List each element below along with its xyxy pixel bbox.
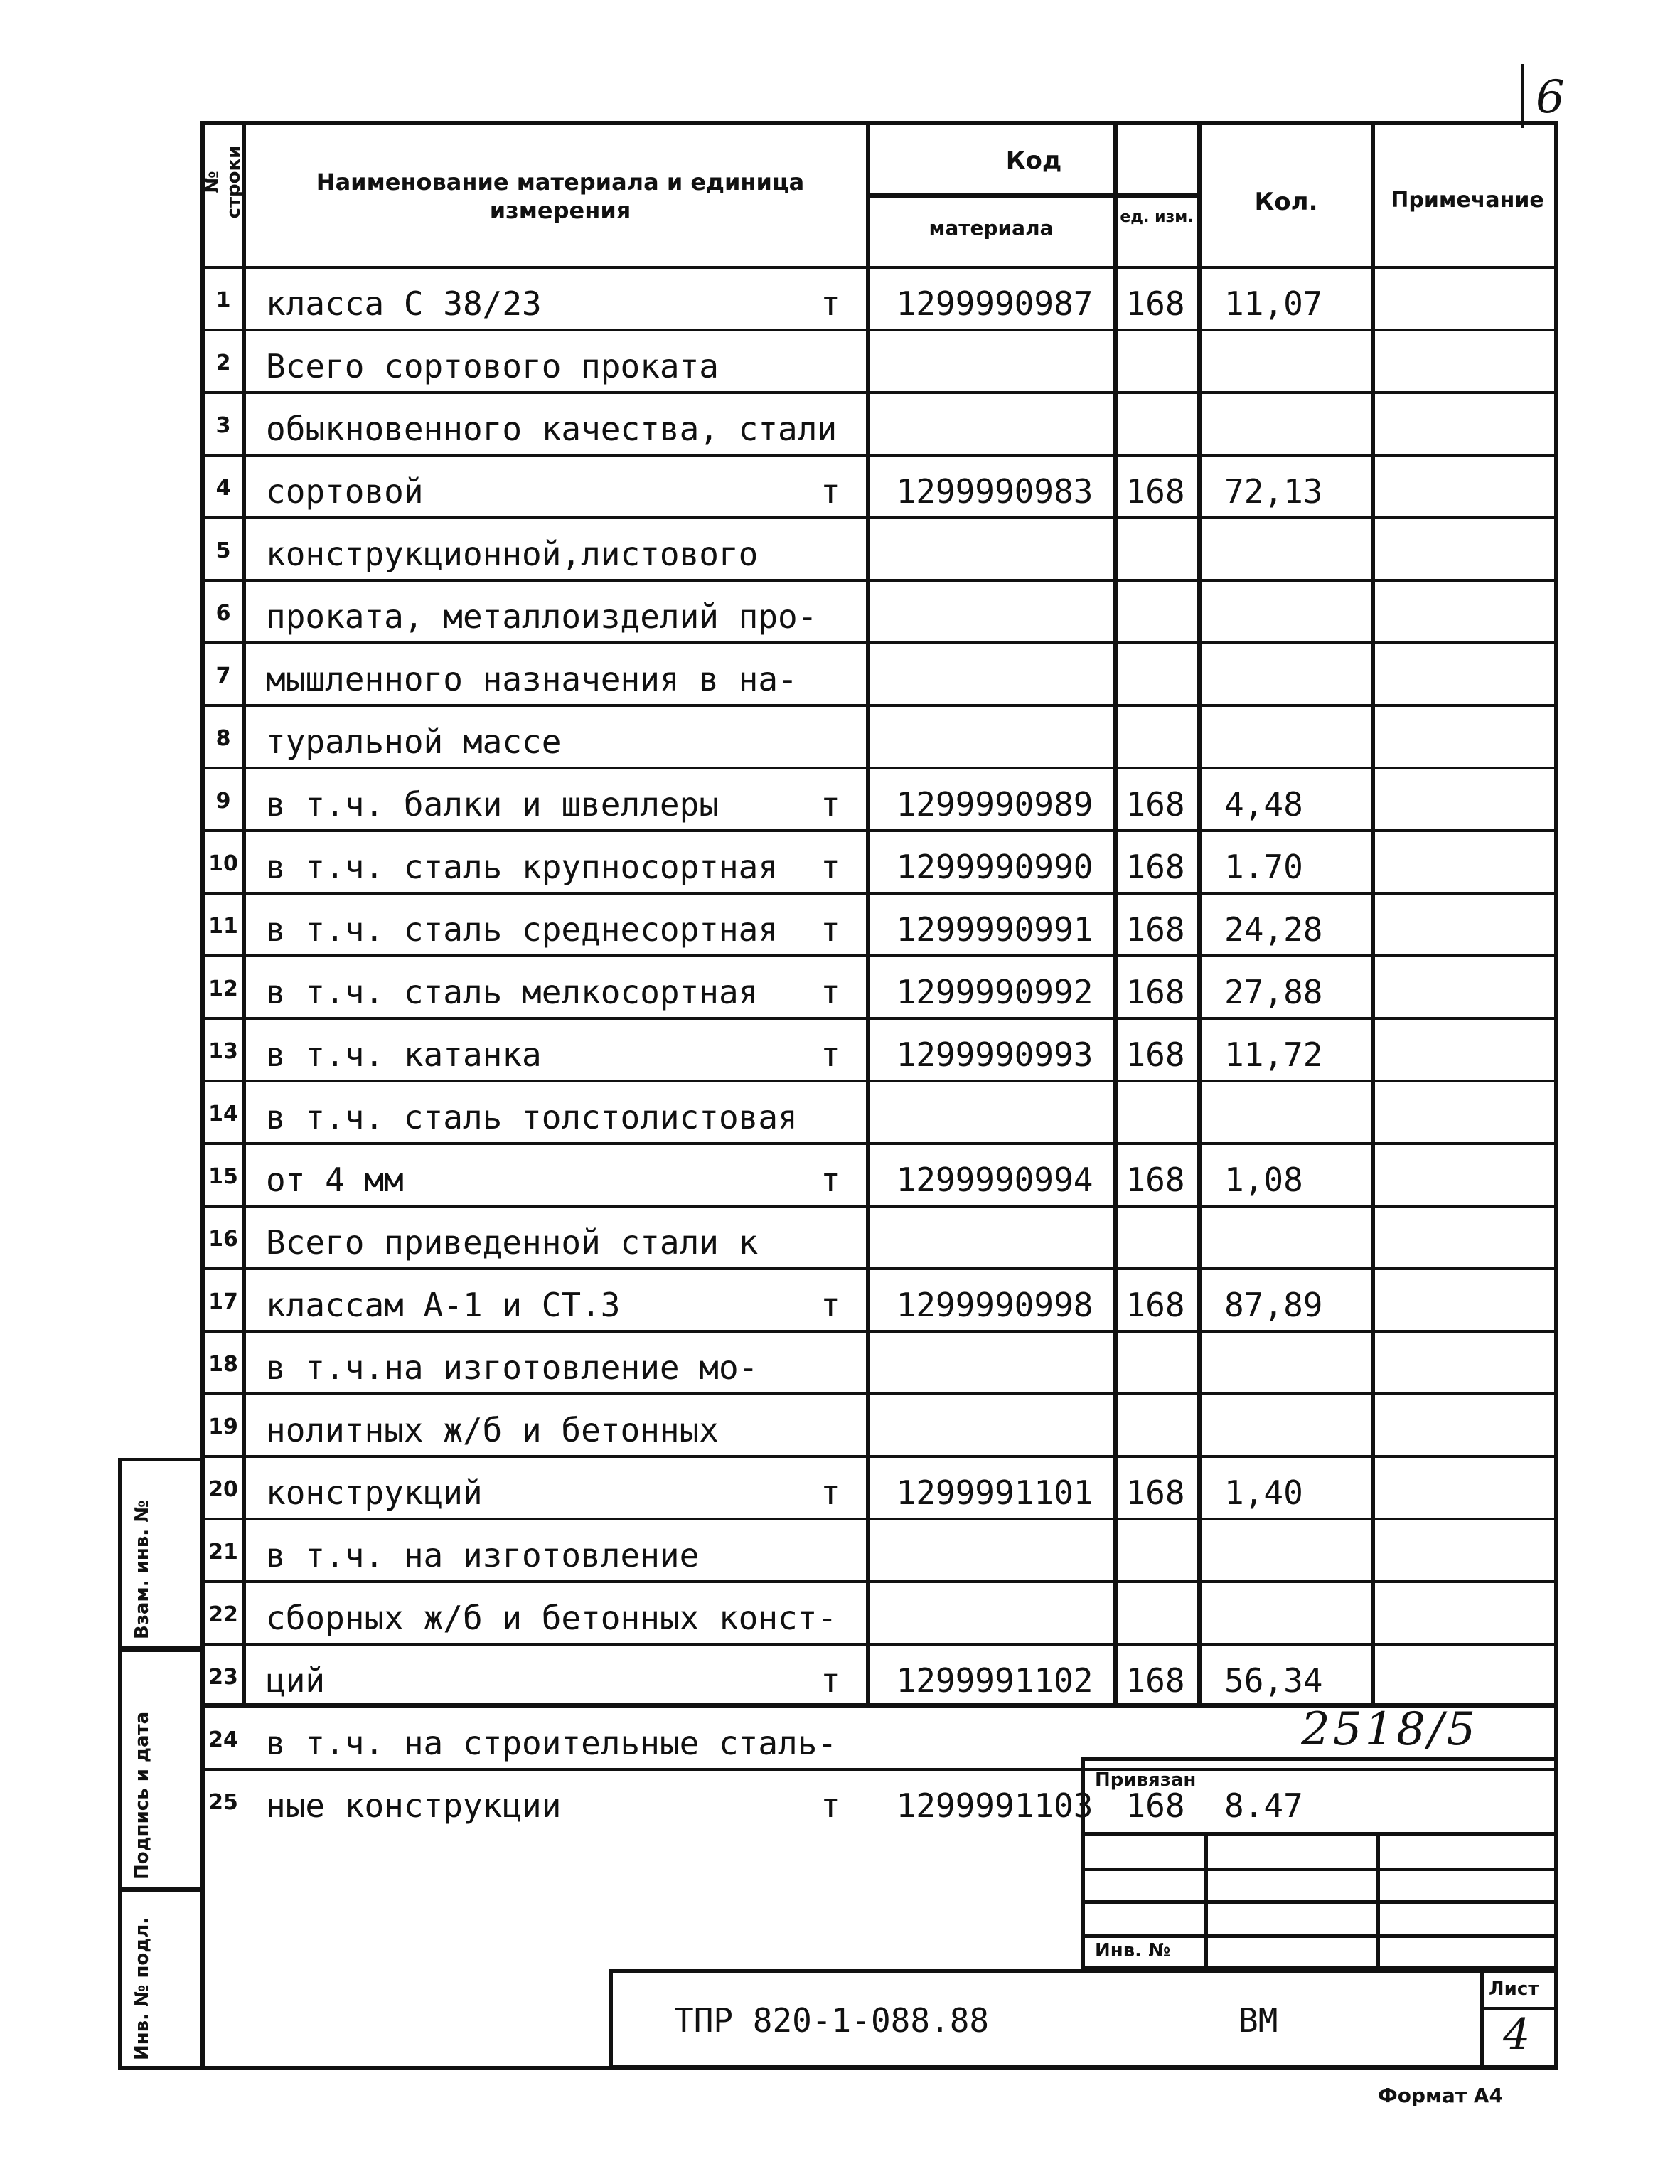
material-name-cell: ций — [266, 1661, 326, 1700]
material-code-cell: 1299990992 — [896, 973, 1093, 1011]
unit-cell: т — [820, 1286, 840, 1324]
unit-cell — [802, 394, 859, 454]
row-number-cell: 25 — [208, 1790, 238, 1815]
measure-code-cell: 168 — [1125, 1161, 1185, 1199]
table-row — [205, 767, 1554, 829]
material-name-cell: Всего сортового проката — [266, 347, 719, 385]
header-quantity: Кол. — [1254, 188, 1318, 216]
material-code-cell: 1299991103 — [896, 1786, 1093, 1825]
quantity-cell — [1207, 394, 1371, 454]
unit-cell — [802, 1708, 859, 1768]
material-code-cell: 1299990993 — [896, 1035, 1093, 1074]
handwritten-number: 2518/5 — [1301, 1703, 1479, 1756]
row-number-cell: 12 — [208, 976, 238, 1001]
measure-code-cell — [1113, 1395, 1197, 1455]
material-name-cell: в т.ч. балки и швеллеры — [266, 785, 719, 824]
row-number-cell: 21 — [208, 1540, 238, 1565]
material-code-cell — [882, 1583, 1108, 1643]
measure-code-cell: 168 — [1125, 848, 1185, 886]
row-number-cell: 14 — [208, 1102, 238, 1126]
quantity-cell: 4,48 — [1224, 785, 1303, 824]
side-label-orig-inv: Инв. № подл. — [132, 1917, 153, 2060]
measure-code-cell — [1113, 331, 1197, 391]
unit-cell: т — [820, 1035, 840, 1074]
material-name-cell: конструкционной,листового — [266, 535, 759, 573]
format-label: Формат А4 — [1378, 2084, 1503, 2107]
measure-code-cell: 168 — [1125, 284, 1185, 323]
material-name-cell: в т.ч. сталь толстолистовая — [266, 1098, 798, 1136]
quantity-cell — [1207, 1520, 1371, 1580]
material-name-cell: ные конструкции — [266, 1786, 562, 1825]
corner-mark — [1521, 64, 1524, 128]
note-cell — [1371, 269, 1558, 329]
table-row — [205, 1080, 1554, 1142]
table-row — [205, 1017, 1554, 1080]
header-row-number: № строки — [202, 145, 245, 219]
material-name-cell: проката, металлоизделий про- — [266, 597, 818, 636]
quantity-cell — [1207, 331, 1371, 391]
material-code-cell: 1299990990 — [896, 848, 1093, 886]
quantity-cell — [1207, 1583, 1371, 1643]
measure-code-cell — [1113, 519, 1197, 579]
note-cell — [1371, 1583, 1558, 1643]
note-cell — [1371, 957, 1558, 1017]
material-name-cell: туральной массе — [266, 723, 562, 761]
quantity-cell: 11,72 — [1224, 1035, 1323, 1074]
quantity-cell: 11,07 — [1224, 284, 1323, 323]
quantity-cell — [1207, 1395, 1371, 1455]
material-code-cell — [882, 644, 1108, 704]
sheet-number: 4 — [1503, 2010, 1531, 2060]
material-code-cell — [882, 331, 1108, 391]
measure-code-cell: 168 — [1125, 973, 1185, 1011]
material-code-cell — [882, 1708, 1108, 1768]
quantity-cell — [1207, 582, 1371, 641]
note-cell — [1371, 1145, 1558, 1205]
material-code-cell — [882, 519, 1108, 579]
quantity-cell: 8.47 — [1224, 1786, 1303, 1825]
measure-code-cell — [1113, 1333, 1197, 1392]
row-number-cell: 6 — [215, 601, 231, 626]
note-cell — [1371, 1333, 1558, 1392]
measure-code-cell: 168 — [1125, 1035, 1185, 1074]
row-number-cell: 15 — [208, 1164, 238, 1189]
material-code-cell — [882, 1208, 1108, 1267]
row-number-cell: 17 — [208, 1289, 238, 1314]
document-code: ТПР 820-1-088.88 — [674, 2001, 990, 2040]
quantity-cell: 27,88 — [1224, 973, 1323, 1011]
measure-code-cell: 168 — [1125, 1474, 1185, 1512]
material-name-cell: в т.ч.на изготовление мо- — [266, 1348, 759, 1387]
row-number-cell: 7 — [215, 664, 231, 688]
row-number-cell: 23 — [208, 1665, 238, 1690]
note-cell — [1371, 1520, 1558, 1580]
material-code-cell — [882, 394, 1108, 454]
row-number-cell: 20 — [208, 1477, 238, 1502]
unit-cell — [802, 1333, 859, 1392]
row-number-cell: 3 — [215, 413, 231, 438]
quantity-cell: 1,40 — [1224, 1474, 1303, 1512]
note-cell — [1371, 457, 1558, 516]
measure-code-cell: 168 — [1125, 910, 1185, 949]
row-number-cell: 19 — [208, 1415, 238, 1439]
material-name-cell: классам А-1 и СТ.3 — [266, 1286, 621, 1324]
material-code-cell: 1299990987 — [896, 284, 1093, 323]
material-code-cell: 1299990983 — [896, 472, 1093, 511]
table-row — [205, 1518, 1554, 1580]
row-number-cell: 18 — [208, 1352, 238, 1377]
material-code-cell: 1299990989 — [896, 785, 1093, 824]
table-row — [205, 892, 1554, 954]
row-number-cell: 16 — [208, 1227, 238, 1252]
material-name-cell: в т.ч. сталь мелкосортная — [266, 973, 759, 1011]
note-cell — [1371, 1020, 1558, 1080]
measure-code-cell — [1113, 1082, 1197, 1142]
note-cell — [1371, 331, 1558, 391]
measure-code-cell: 168 — [1125, 1286, 1185, 1324]
row-number-cell: 10 — [208, 851, 238, 876]
material-name-cell: в т.ч. на изготовление — [266, 1536, 700, 1575]
material-name-cell: Всего приведенной стали к — [266, 1223, 759, 1262]
table-row — [205, 1330, 1554, 1392]
quantity-cell — [1207, 519, 1371, 579]
row-number-cell: 24 — [208, 1727, 238, 1752]
table-row — [205, 391, 1554, 454]
table-row — [205, 829, 1554, 892]
material-name-cell: в т.ч. сталь крупносортная — [266, 848, 779, 886]
unit-cell: т — [820, 848, 840, 886]
table-row — [205, 704, 1554, 767]
material-code-cell: 1299990998 — [896, 1286, 1093, 1324]
unit-cell: т — [820, 785, 840, 824]
measure-code-cell — [1113, 707, 1197, 767]
unit-cell: т — [820, 910, 840, 949]
note-cell — [1371, 707, 1558, 767]
material-name-cell: сборных ж/б и бетонных конст- — [266, 1599, 838, 1637]
note-cell — [1371, 1270, 1558, 1330]
measure-code-cell — [1113, 644, 1197, 704]
table-row — [205, 1267, 1554, 1330]
header-code-unit: ед. изм. — [1120, 208, 1194, 226]
header-code: Код — [1005, 147, 1062, 175]
unit-cell: т — [820, 1161, 840, 1199]
material-code-cell — [882, 1520, 1108, 1580]
material-name-cell: мышленного назначения в на- — [266, 660, 798, 698]
unit-cell: т — [820, 1786, 840, 1825]
table-row — [205, 1205, 1554, 1267]
row-number-cell: 2 — [215, 351, 231, 375]
measure-code-cell: 168 — [1125, 1786, 1185, 1825]
unit-cell — [802, 1583, 859, 1643]
table-row — [205, 954, 1554, 1017]
side-stamp-signature-date — [118, 1648, 200, 1890]
measure-code-cell — [1113, 1520, 1197, 1580]
material-name-cell: сортовой — [266, 472, 424, 511]
note-cell — [1371, 519, 1558, 579]
sheet-label: Лист — [1489, 1978, 1539, 2000]
material-code-cell — [882, 1333, 1108, 1392]
table-row — [205, 641, 1554, 704]
quantity-cell: 72,13 — [1224, 472, 1323, 511]
document-section: ВМ — [1238, 2001, 1278, 2040]
note-cell — [1371, 1646, 1558, 1705]
unit-cell: т — [820, 472, 840, 511]
unit-cell — [802, 1082, 859, 1142]
table-row — [205, 1643, 1554, 1705]
material-name-cell: в т.ч. катанка — [266, 1035, 542, 1074]
inv-label: Инв. № — [1095, 1940, 1171, 1961]
note-cell — [1371, 1082, 1558, 1142]
measure-code-cell — [1113, 1208, 1197, 1267]
table-row — [205, 1580, 1554, 1643]
row-number-cell: 22 — [208, 1602, 238, 1627]
measure-code-cell: 168 — [1125, 1661, 1185, 1700]
quantity-cell — [1207, 707, 1371, 767]
bound-label: Привязан — [1095, 1769, 1197, 1791]
quantity-cell: 1,08 — [1224, 1161, 1303, 1199]
unit-cell — [802, 1395, 859, 1455]
unit-cell: т — [820, 973, 840, 1011]
material-name-cell: от 4 мм — [266, 1161, 404, 1199]
corner-sheet-number: 6 — [1536, 71, 1565, 124]
unit-cell: т — [820, 1661, 840, 1700]
note-cell — [1371, 1458, 1558, 1518]
material-code-cell — [882, 707, 1108, 767]
measure-code-cell: 168 — [1125, 472, 1185, 511]
note-cell — [1371, 769, 1558, 829]
table-row — [205, 266, 1554, 329]
table-row — [205, 579, 1554, 641]
material-code-cell: 1299990991 — [896, 910, 1093, 949]
row-number-cell: 11 — [208, 914, 238, 939]
quantity-cell — [1207, 1333, 1371, 1392]
note-cell — [1371, 394, 1558, 454]
material-code-cell: 1299990994 — [896, 1161, 1093, 1199]
quantity-cell: 56,34 — [1224, 1661, 1323, 1700]
quantity-cell: 24,28 — [1224, 910, 1323, 949]
side-stamp-right-border — [200, 1458, 205, 2070]
material-name-cell: нолитных ж/б и бетонных — [266, 1411, 719, 1449]
row-number-cell: 5 — [215, 538, 231, 563]
measure-code-cell — [1113, 394, 1197, 454]
table-row — [205, 1392, 1554, 1455]
side-stamp-orig-inv — [118, 1889, 200, 2070]
material-code-cell — [882, 582, 1108, 641]
unit-cell: т — [820, 1474, 840, 1512]
row-number-cell: 9 — [215, 789, 231, 814]
measure-code-cell — [1113, 1583, 1197, 1643]
binding-block — [1081, 1757, 1558, 1970]
note-cell — [1371, 1395, 1558, 1455]
quantity-cell — [1207, 1208, 1371, 1267]
table-row — [205, 1142, 1554, 1205]
note-cell — [1371, 582, 1558, 641]
quantity-cell — [1207, 1082, 1371, 1142]
title-strip — [609, 1969, 1558, 2070]
material-name-cell: в т.ч. на строительные сталь- — [266, 1724, 838, 1762]
material-code-cell: 1299991102 — [896, 1661, 1093, 1700]
note-cell — [1371, 1208, 1558, 1267]
table-row — [205, 454, 1554, 516]
material-name-cell: конструкций — [266, 1474, 483, 1512]
row-number-cell: 4 — [215, 476, 231, 501]
unit-cell — [802, 707, 859, 767]
note-cell — [1371, 895, 1558, 954]
side-stamp-replaced-inv — [118, 1458, 200, 1650]
table-row — [205, 329, 1554, 391]
row-number-cell: 8 — [215, 726, 231, 751]
material-code-cell: 1299991101 — [896, 1474, 1093, 1512]
unit-cell — [802, 519, 859, 579]
row-number-cell: 13 — [208, 1039, 238, 1064]
unit-cell — [802, 644, 859, 704]
note-cell — [1371, 832, 1558, 892]
unit-cell — [802, 582, 859, 641]
unit-cell — [802, 1520, 859, 1580]
quantity-cell: 87,89 — [1224, 1286, 1323, 1324]
quantity-cell — [1207, 644, 1371, 704]
table-row — [205, 516, 1554, 579]
table-row — [205, 1455, 1554, 1518]
measure-code-cell: 168 — [1125, 785, 1185, 824]
measure-code-cell — [1113, 582, 1197, 641]
quantity-cell: 1.70 — [1224, 848, 1303, 886]
material-name-cell: класса С 38/23 — [266, 284, 542, 323]
header-note: Примечание — [1391, 188, 1544, 213]
header-name: Наименование материала и единица измерения — [316, 169, 805, 224]
note-cell — [1371, 644, 1558, 704]
material-code-cell — [882, 1395, 1108, 1455]
row-number-cell: 1 — [215, 288, 231, 313]
unit-cell: т — [820, 284, 840, 323]
material-code-cell — [882, 1082, 1108, 1142]
material-name-cell: обыкновенного качества, стали — [266, 410, 838, 448]
material-name-cell: в т.ч. сталь среднесортная — [266, 910, 779, 949]
side-label-signature-date: Подпись и дата — [132, 1711, 153, 1880]
side-label-replaced-inv: Взам. инв. № — [132, 1500, 153, 1639]
header-code-material: материала — [929, 216, 1054, 240]
unit-cell — [802, 331, 859, 391]
unit-cell — [802, 1208, 859, 1267]
